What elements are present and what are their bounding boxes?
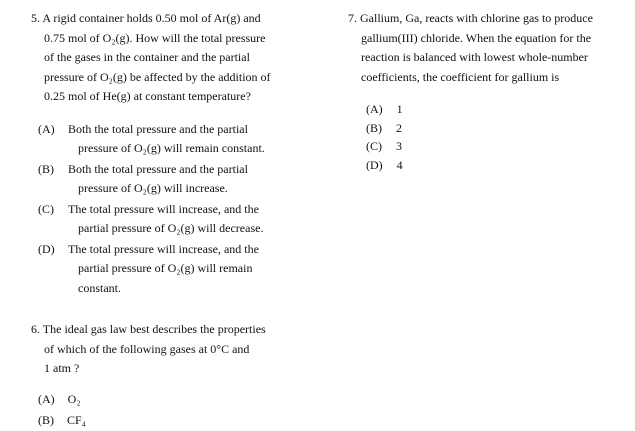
choice-label: (B) (38, 161, 54, 176)
question-7-choice-d[interactable] (348, 156, 628, 176)
choice-text-line: Both the total pressure and the partial (68, 161, 248, 176)
choice-text-line: pressure of O₂(g) will increase. (78, 181, 228, 195)
choice-label: (C) (366, 139, 382, 153)
question-5-choice-a[interactable] (31, 120, 321, 159)
question-5-text-1: A rigid container holds 0.50 mol of Ar(g) and (42, 11, 261, 25)
question-7-choice-b[interactable] (348, 119, 628, 139)
question-5-text-5: 0.25 mol of He(g) at constant temperature? (44, 89, 251, 103)
question-7-number: 7. (348, 11, 357, 25)
question-6-choice-b[interactable] (31, 411, 321, 431)
question-6-number: 6. (31, 322, 40, 336)
choice-text-line: The total pressure will increase, and the (68, 241, 259, 256)
question-5-choice-b[interactable] (31, 160, 321, 199)
question-5-text-3: of the gases in the container and the partial (44, 50, 250, 64)
question-7-choice-c[interactable] (348, 137, 628, 157)
question-5-choices (31, 120, 321, 299)
question-6-text-2: of which of the following gases at 0°C and (44, 341, 250, 356)
question-5-text-4: pressure of O₂(g) be affected by the addition of (44, 69, 271, 84)
question-6-text-1: The ideal gas law best describes the properties (42, 322, 266, 336)
choice-text-line: partial pressure of O₂(g) will decrease. (78, 221, 264, 235)
question-5-line-1 (31, 9, 321, 29)
question-7 (348, 9, 628, 175)
question-6-text-3: 1 atm ? (44, 361, 80, 375)
choice-value: 4 (396, 157, 403, 172)
choice-text-line: constant. (78, 280, 121, 295)
question-7-choices (348, 100, 628, 175)
question-6-choices (31, 390, 321, 431)
question-7-text-2: gallium(III) chloride. When the equation for the (361, 30, 592, 45)
choice-label: (D) (366, 157, 383, 172)
question-6-choice-a[interactable] (31, 390, 321, 410)
question-7-choice-a[interactable] (348, 100, 628, 120)
question-5-choice-c[interactable] (31, 200, 321, 239)
question-7-text-3: reaction is balanced with lowest whole-number (361, 50, 588, 64)
choice-text-line: The total pressure will increase, and the (68, 201, 259, 216)
question-5-text-2: 0.75 mol of O₂(g). How will the total pressure (44, 30, 266, 45)
choice-label: (B) (38, 413, 54, 427)
choice-value: 1 (396, 102, 403, 116)
choice-label: (A) (38, 391, 55, 406)
choice-text-line: pressure of O₂(g) will remain constant. (78, 141, 265, 155)
question-7-line-1 (348, 9, 628, 29)
choice-label: (A) (38, 121, 55, 136)
choice-label: (D) (38, 241, 55, 256)
choice-label: (C) (38, 201, 54, 216)
choice-value: O₂ (67, 391, 81, 406)
choice-text-line: Both the total pressure and the partial (68, 121, 248, 136)
choice-label: (B) (366, 120, 382, 135)
choice-value: CF₄ (67, 413, 86, 427)
question-7-text-4: coefficients, the coefficient for gallium is (361, 69, 560, 84)
question-6-line-1 (31, 320, 321, 340)
question-5-choice-d[interactable] (31, 240, 321, 299)
question-5 (31, 9, 321, 298)
question-5-number: 5. (31, 11, 40, 25)
choice-value: 3 (396, 139, 402, 153)
choice-label: (A) (366, 102, 383, 116)
choice-text-line: partial pressure of O₂(g) will remain (78, 261, 253, 275)
choice-value: 2 (396, 120, 402, 135)
question-6 (31, 320, 321, 431)
question-7-text-1: Gallium, Ga, reacts with chlorine gas to produce (360, 11, 593, 25)
